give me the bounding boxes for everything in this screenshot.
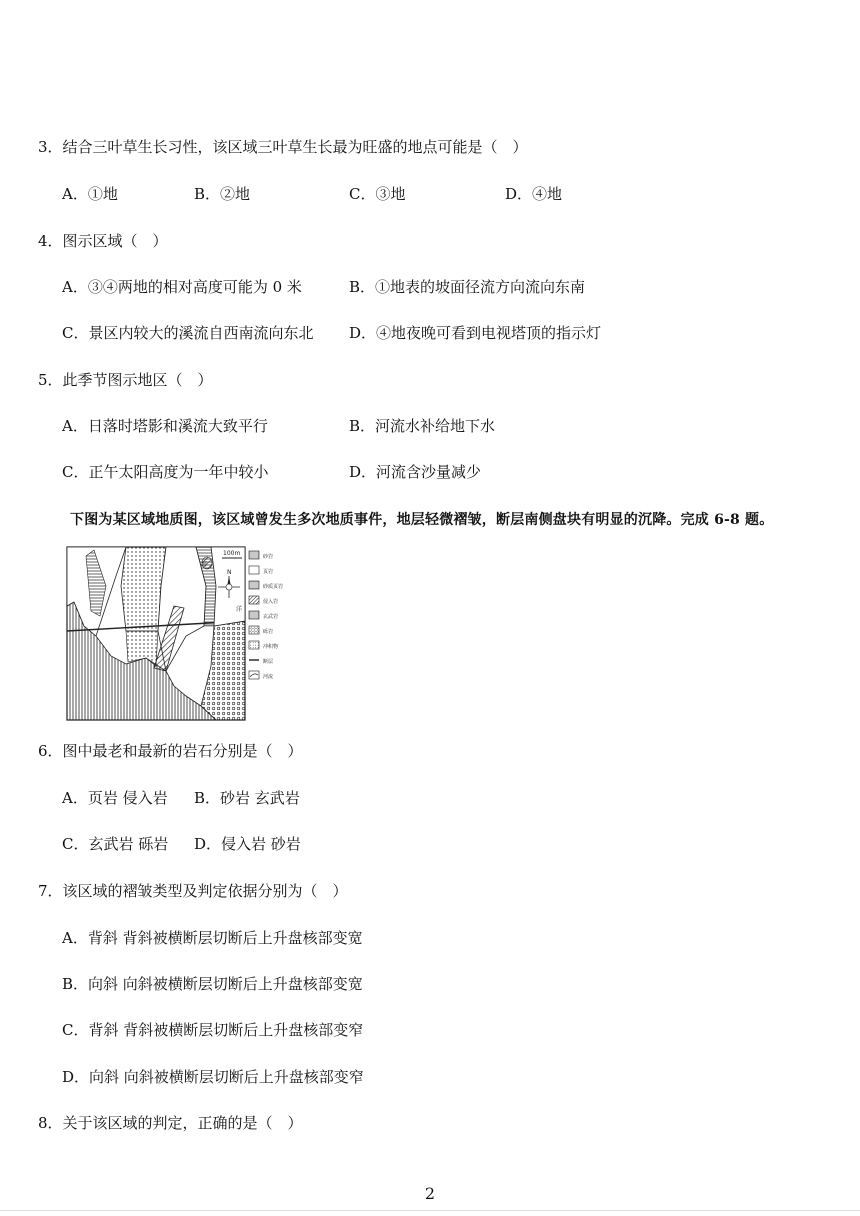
question-6-stem: 6．图中最老和最新的岩石分别是（ ） (38, 742, 303, 760)
q5-option-a: A．日落时塔影和溪流大致平行 (62, 417, 268, 435)
legend-item-basalt (249, 611, 278, 620)
legend-item-conglomerate (249, 626, 273, 635)
q6-option-a: A．页岩 侵入岩 (62, 789, 168, 807)
island-shape (202, 557, 212, 569)
svg-text:断层: 断层 (263, 659, 274, 665)
q6-option-d: D．侵入岩 砂岩 (194, 835, 301, 853)
legend-item-fault (249, 658, 273, 665)
scale-label: 100m (223, 550, 241, 557)
legend-item-alluvium (249, 641, 278, 650)
svg-text:玄武岩: 玄武岩 (263, 614, 279, 620)
section-intro: 下图为某区域地质图，该区域曾发生多次地质事件，地层轻微褶皱，断层南侧盘块有明显的沉降。完成 6-8 题。 (70, 512, 774, 528)
q4-option-a: A．③④两地的相对高度可能为 0 米 (62, 278, 302, 296)
question-5-stem: 5．此季节图示地区（ ） (38, 371, 213, 389)
page-number: 2 (424, 1184, 436, 1203)
svg-text:冲积物: 冲积物 (263, 644, 279, 650)
question-8-stem: 8．关于该区域的判定，正确的是（ ） (38, 1114, 303, 1132)
q3-option-b: B．②地 (194, 185, 251, 203)
q7-option-d: D．向斜 向斜被横断层切断后上升盘核部变窄 (62, 1068, 364, 1086)
q6-option-b: B．砂岩 玄武岩 (194, 789, 300, 807)
q3-option-d: D．④地 (505, 185, 563, 203)
question-7-stem: 7．该区域的褶皱类型及判定依据分别为（ ） (38, 882, 348, 900)
svg-text:砂质页岩: 砂质页岩 (263, 584, 284, 590)
svg-text:侵入岩: 侵入岩 (263, 599, 279, 605)
ocean-label: 洋 (236, 606, 243, 613)
q3-option-c: C．③地 (349, 185, 406, 203)
legend-item-sandy-shale (249, 581, 283, 590)
legend-item-shale (249, 566, 273, 575)
footer-divider (0, 1210, 860, 1211)
q4-option-b: B．①地表的坡面径流方向流向东南 (349, 278, 586, 296)
svg-text:砂岩: 砂岩 (263, 554, 274, 560)
svg-text:砾岩: 砾岩 (263, 629, 274, 635)
legend-item-sandstone (249, 551, 273, 560)
q5-option-d: D．河流含沙量减少 (349, 463, 482, 481)
geological-map (66, 546, 246, 721)
legend-item-river (249, 671, 273, 680)
q4-option-c: C．景区内较大的溪流自西南流向东北 (62, 324, 314, 342)
svg-text:页岩: 页岩 (263, 569, 274, 575)
q3-option-a: A．①地 (62, 185, 118, 203)
q6-option-c: C．玄武岩 砾岩 (62, 835, 169, 853)
north-label: N (227, 569, 232, 576)
q4-option-d: D．④地夜晚可看到电视塔顶的指示灯 (349, 324, 602, 342)
map-legend (247, 549, 322, 689)
question-4-stem: 4．图示区域（ ） (38, 232, 168, 250)
legend-item-intrusive (249, 596, 278, 605)
q5-option-c: C．正午太阳高度为一年中较小 (62, 463, 269, 481)
svg-text:河流: 河流 (263, 674, 274, 680)
q5-option-b: B．河流水补给地下水 (349, 417, 496, 435)
question-3-stem: 3．结合三叶草生长习性，该区域三叶草生长最为旺盛的地点可能是（ ） (38, 138, 528, 156)
q7-option-b: B．向斜 向斜被横断层切断后上升盘核部变宽 (62, 975, 363, 993)
q7-option-c: C．背斜 背斜被横断层切断后上升盘核部变窄 (62, 1021, 364, 1039)
q7-option-a: A．背斜 背斜被横断层切断后上升盘核部变宽 (62, 929, 363, 947)
